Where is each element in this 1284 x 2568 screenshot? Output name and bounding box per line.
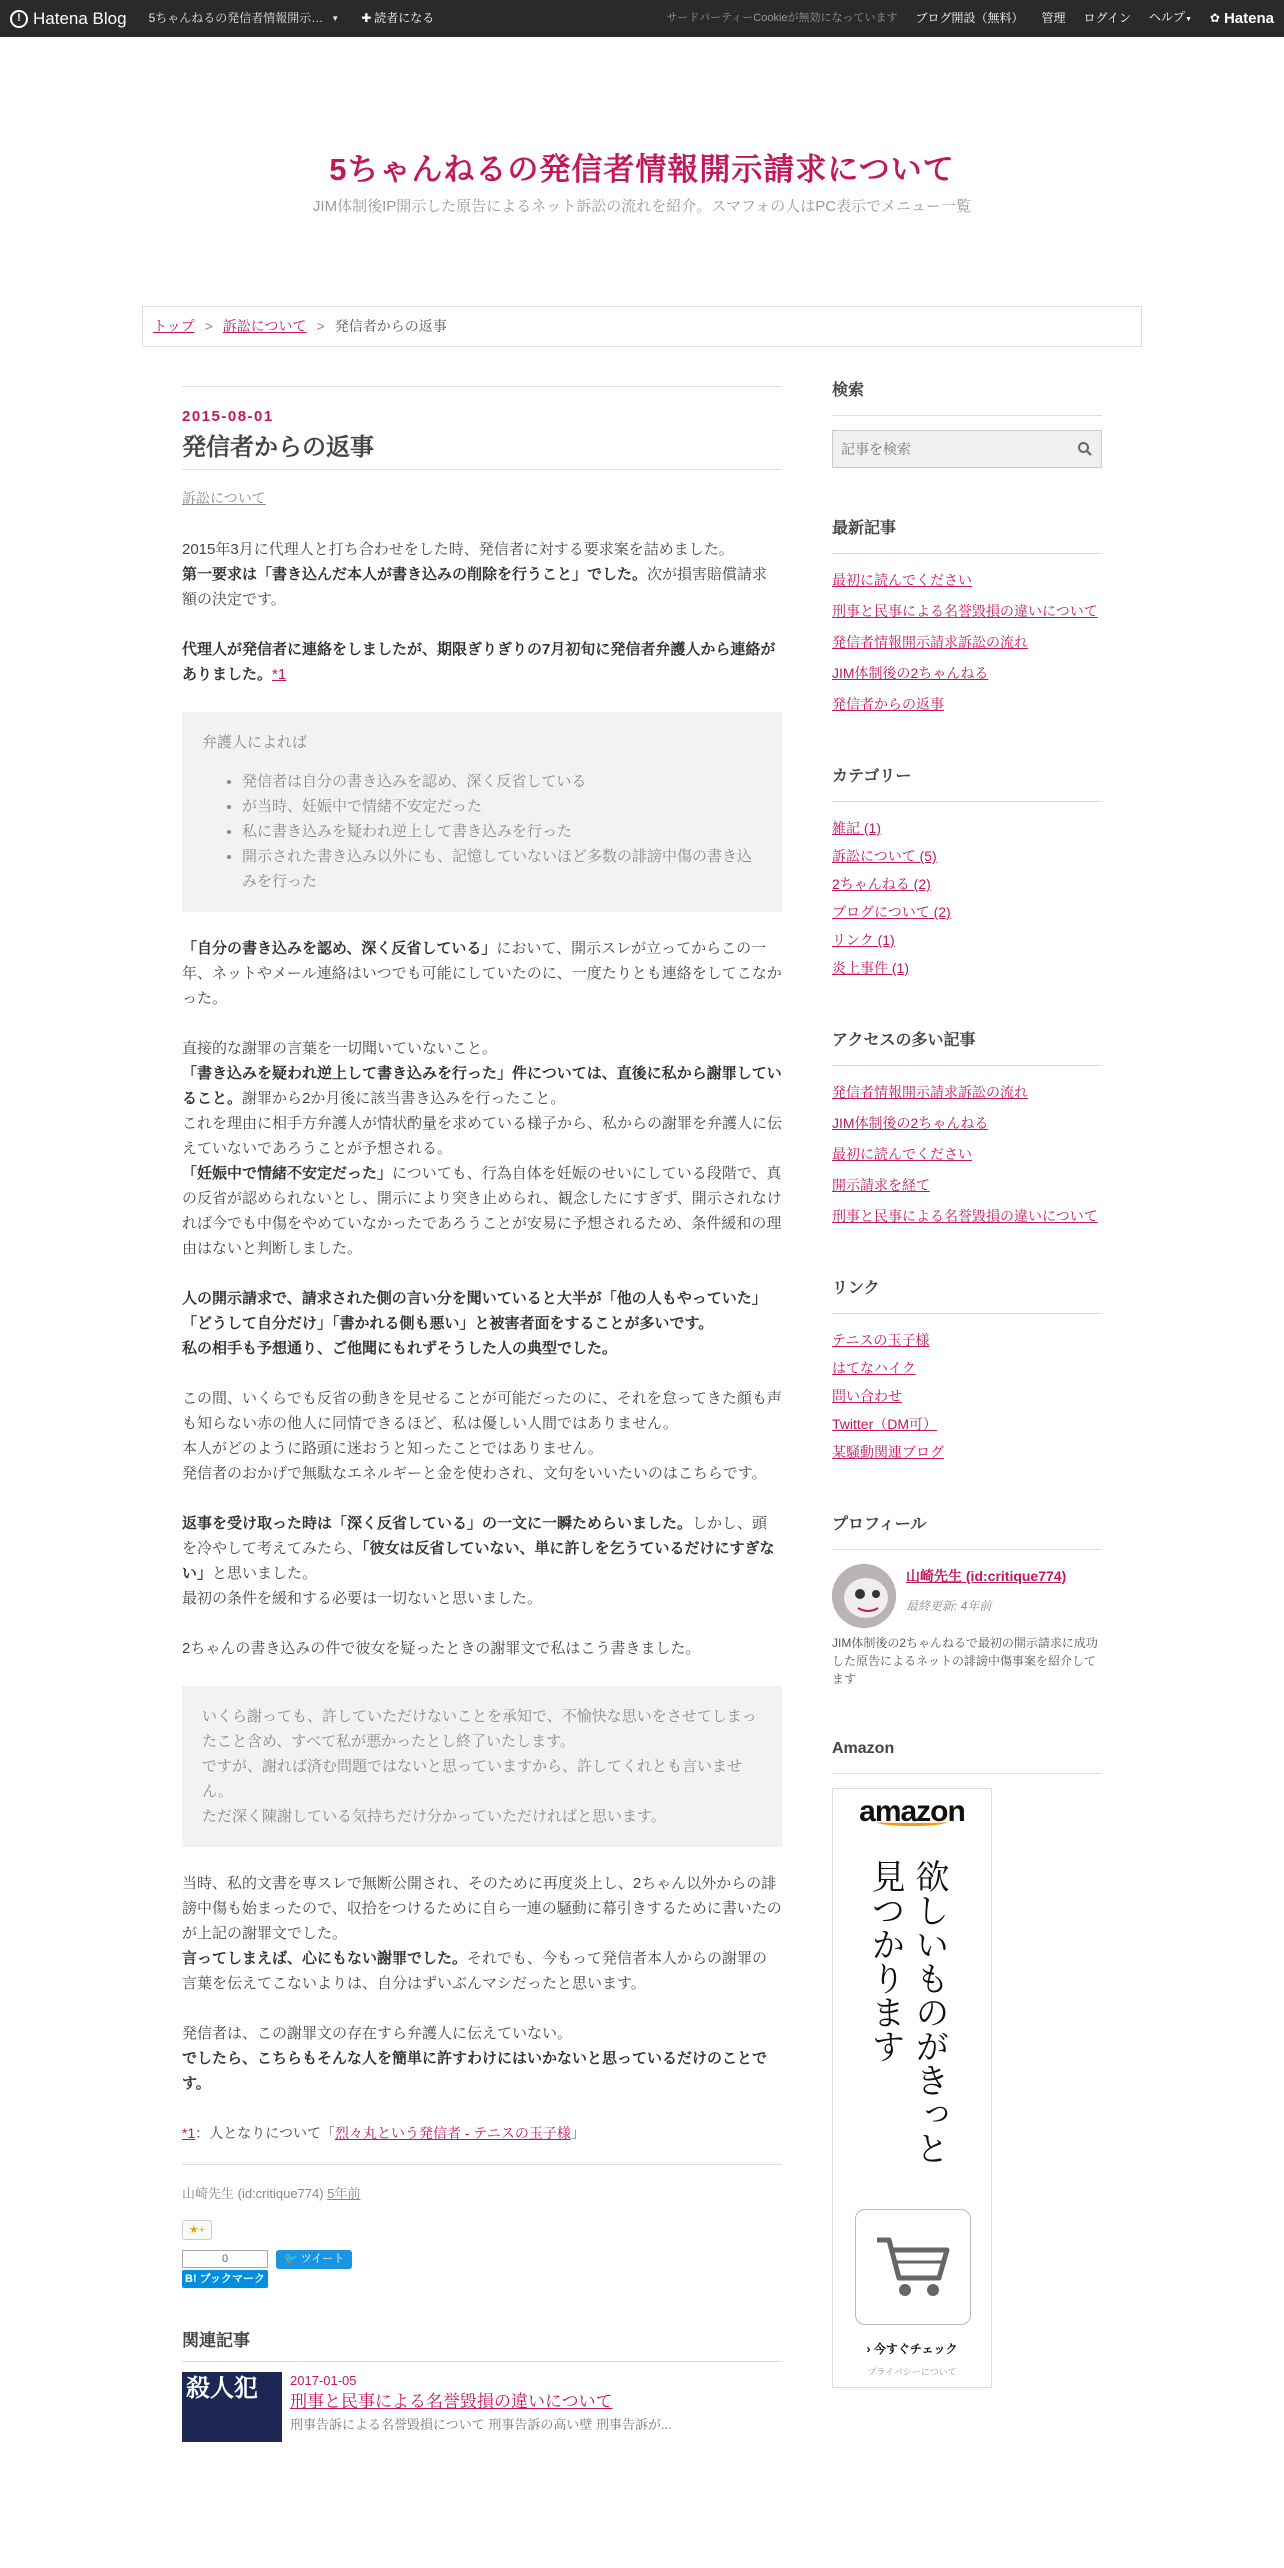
bold-text: 「彼女は反省していない、単に許しを乞うているだけにすぎない」 (182, 1540, 775, 1582)
breadcrumb-separator: > (204, 318, 213, 334)
recent-link[interactable]: 発信者からの返事 (832, 696, 944, 712)
list-item (832, 928, 1102, 952)
bold-text: 「書き込みを疑われ逆上して書き込みを行った」件については、直後に私から謝罪していること。 (182, 1065, 782, 1107)
profile (832, 1564, 1102, 1628)
blog-title[interactable]: 5ちゃんねるの発信者情報開示請求について (329, 152, 955, 187)
text: 発信者のおかげで無駄なエネルギーと金を使わされ、文句をいいたいのはこちらです。 (182, 1465, 767, 1482)
recent-link[interactable]: JIM体制後の2ちゃんねる (832, 665, 989, 681)
blockquote (182, 712, 782, 912)
popular-link[interactable]: 最初に読んでください (832, 1146, 972, 1162)
recent-link[interactable]: 最初に読んでください (832, 572, 972, 588)
text: と思いました。 (212, 1565, 318, 1582)
list-item (832, 630, 1102, 654)
footnote (182, 2121, 782, 2165)
bold-text: でしたら、こちらもそんな人を簡単に許すわけにはいかないと思っているだけのことです。 (182, 2050, 768, 2092)
list-item (832, 1142, 1102, 1166)
tweet-label: ツイート (300, 2253, 345, 2265)
profile-updated: 最終更新: 4年前 (906, 1599, 992, 1613)
external-link[interactable]: 問い合わせ (832, 1388, 902, 1404)
hatena-mark-icon: ✿ (1209, 11, 1220, 25)
quote-list (202, 769, 762, 894)
amazon-check-label: 今すぐチェック (873, 2342, 958, 2356)
paragraph: 2ちゃんの書き込みの件で彼女を疑ったときの謝罪文で私はこう書きました。 (182, 1640, 701, 1657)
profile-module (832, 1512, 1102, 1688)
caret-down-icon: ▼ (1184, 16, 1192, 23)
popular-link[interactable]: 開示請求を経て (832, 1177, 930, 1193)
hatena-blog-logo[interactable] (10, 6, 127, 31)
subscribe-label: 読者になる (374, 11, 435, 25)
recent-link[interactable]: 刑事と民事による名誉毀損の違いについて (832, 603, 1098, 619)
blog-header (0, 37, 1284, 342)
footnote-link[interactable]: 烈々丸という発信者 - テニスの玉子様 (334, 2125, 571, 2141)
text: 次が損害賠償請求額の決定です。 (182, 566, 768, 608)
popular-list (832, 1080, 1102, 1228)
external-link[interactable]: はてなハイク (832, 1360, 916, 1376)
quote-line: ですが、謝れば済む問題ではないと思っていますから、許してくれとも言いません。 (202, 1758, 743, 1800)
login-link[interactable]: ログイン (1083, 11, 1131, 25)
text: しかし、頭を冷やして考えてみたら、 (182, 1515, 768, 1557)
text: 発信者は、この謝罪文の存在すら弁護人に伝えていない。 (182, 2025, 573, 2042)
paragraph (182, 1511, 782, 1611)
paragraph (182, 637, 782, 687)
list-item (832, 1204, 1102, 1228)
text: 謝罪から2か月後に該当書き込みを行ったこと。 (242, 1090, 566, 1107)
paragraph (182, 1386, 782, 1486)
cart-icon (873, 2232, 953, 2302)
bold-text: 人の開示請求で、請求された側の言い分を聞いていると大半が「他の人もやっていた」「どうして自分だけ」「書かれる側も悪い」と被害者面をすることが多いです。 (182, 1290, 767, 1332)
add-star-button[interactable]: ★+ (182, 2220, 212, 2240)
quote-line: いくら謝っても、許していただけないことを承知で、不愉快な思いをさせてしまったこと含め、すべて私が悪かったとし終了いたします。 (202, 1708, 757, 1750)
popular-title: アクセスの多い記事 (832, 1028, 1102, 1066)
related-snippet: 刑事告訴による名誉毀損について 刑事告訴の高い壁 刑事告訴が... (290, 2417, 672, 2432)
avatar-illustration-icon (832, 1564, 896, 1628)
list-item (832, 1111, 1102, 1135)
text: 当時、私的文書を専スレで無断公開され、そのために再度炎上し、2ちゃん以外からの誹謗中傷も始まったので、収拾をつけるために自ら一連の騒動に幕引きするために書いたのが上記の謝罪文でした。 (182, 1875, 782, 1942)
help-label: ヘルプ (1148, 10, 1185, 24)
hatena-logo-icon: ! (10, 10, 28, 28)
list-item (832, 568, 1102, 592)
list-item (832, 1328, 1102, 1352)
list-item (832, 1384, 1102, 1408)
paragraph (182, 1286, 782, 1361)
list-item (832, 816, 1102, 840)
entry-category (182, 486, 782, 511)
popular-link[interactable]: 発信者情報開示請求訴訟の流れ (832, 1084, 1028, 1100)
amazon-ad-banner[interactable] (832, 1788, 992, 2388)
category-link[interactable]: 雑記 (1) (832, 820, 881, 836)
links-list (832, 1328, 1102, 1464)
bold-text: 代理人が発信者に連絡をしましたが、期限ぎりぎりの7月初旬に発信者弁護人から連絡がありました。 (182, 641, 776, 683)
list-item: • 私に書き込みを疑われ逆上して書き込みを行った (242, 819, 762, 844)
blog-name-label: 5ちゃんねるの発信者情報開示… (148, 11, 324, 25)
entry-content (182, 537, 782, 2096)
recent-entries-module (832, 516, 1102, 716)
entry-footer (182, 2181, 782, 2206)
cookie-notice: サードパーティーCookieが無効になっています (666, 12, 898, 24)
text: それでも、今もって発信者本人からの謝罪の言葉を伝えてこないよりは、自分はずいぶんマシだったと思います。 (182, 1950, 768, 1992)
breadcrumb (142, 306, 1142, 347)
list-item: • 発信者は自分の書き込みを認め、深く反省している (242, 769, 762, 794)
recent-list (832, 568, 1102, 716)
category-link[interactable]: 炎上事件 (1) (832, 960, 909, 976)
social-buttons (182, 2250, 782, 2288)
related-title: 関連記事 (182, 2328, 782, 2362)
bold-text: 「妊娠中で情緒不安定だった」 (182, 1165, 393, 1182)
list-item (832, 872, 1102, 896)
breadcrumb-top-link[interactable]: トップ (153, 318, 195, 334)
category-list (832, 816, 1102, 980)
amazon-check-link[interactable]: › 今すぐチェック (866, 2342, 958, 2356)
search-module (832, 378, 1102, 468)
list-item (832, 1080, 1102, 1104)
category-link[interactable]: リンク (1) (832, 932, 895, 948)
related-link[interactable]: 刑事と民事による名誉毀損の違いについて (290, 2392, 613, 2411)
profile-description: JIM体制後の2ちゃんねるで最初の開示請求に成功した原告によるネットの誹謗中傷事案を紹介してます (832, 1636, 1098, 1686)
list-item (832, 1412, 1102, 1436)
footnote-ref[interactable]: *1 (272, 666, 287, 683)
list-item (832, 844, 1102, 868)
profile-title: プロフィール (832, 1512, 1102, 1550)
profile-name-link[interactable]: 山崎先生 (id:critique774) (906, 1568, 1067, 1584)
amazon-copy: 欲しいものがきっと見つかります (866, 1859, 948, 2165)
global-header (0, 0, 1284, 37)
blog-name-menu[interactable] (149, 6, 340, 31)
footnote-anchor[interactable]: *1 (182, 2125, 196, 2141)
search-title: 検索 (832, 378, 1102, 416)
blockquote (182, 1686, 782, 1847)
recent-link[interactable]: 発信者情報開示請求訴訟の流れ (832, 634, 1028, 650)
text: 2015年3月に代理人と打ち合わせをした時、発信者に対する要求案を詰めました。 (182, 541, 734, 558)
bookmark-count[interactable]: 0 (182, 2250, 268, 2268)
bold-text: 「自分の書き込みを認め、深く反省している」 (182, 940, 497, 957)
search-input[interactable] (832, 430, 1102, 468)
list-item (832, 1440, 1102, 1464)
bold-text: 言ってしまえば、心にもない謝罪でした。 (182, 1950, 468, 1967)
entry-title[interactable]: 発信者からの返事 (182, 435, 782, 470)
list-item: • が当時、妊娠中で情緒不安定だった (242, 794, 762, 819)
amazon-module (832, 1736, 1102, 2388)
bookmark-button[interactable]: B! ブックマーク (182, 2270, 268, 2288)
list-item (832, 1356, 1102, 1380)
amazon-title: Amazon (832, 1736, 1102, 1774)
quote-heading: 弁護人によれば (202, 734, 308, 751)
sidebar (832, 378, 1102, 2436)
help-menu[interactable] (1149, 5, 1192, 32)
category-link[interactable]: 訴訟について (5) (832, 848, 937, 864)
paragraph (182, 2021, 782, 2096)
list-item (832, 900, 1102, 924)
plus-icon: ✚ (361, 11, 372, 25)
hatena-link[interactable] (1210, 6, 1274, 31)
popular-link[interactable]: JIM体制後の2ちゃんねる (832, 1115, 989, 1131)
external-link[interactable]: テニスの玉子様 (832, 1332, 930, 1348)
paragraph (182, 1036, 782, 1261)
footnote-text: ：人となりについて「 (195, 2125, 335, 2141)
paragraph (182, 537, 782, 612)
entry (182, 386, 782, 2442)
bold-text: 返事を受け取った時は「深く反省している」の一文に一瞬ためらいました。 (182, 1515, 693, 1532)
bold-text: 第一要求は「書き込んだ本人が書き込みの削除を行うこと」でした。 (182, 566, 648, 583)
list-item (832, 1173, 1102, 1197)
text: これを理由に相手方弁護人が情状酌量を求めている様子から、私からの謝罪を弁護人に伝えていないであろうことが予想される。 (182, 1115, 783, 1157)
list-item (832, 661, 1102, 685)
cart-icon-box (855, 2209, 971, 2325)
search-icon[interactable] (1077, 441, 1093, 457)
bold-text: 私の相手も予想通り、ご他聞にもれずそうした人の典型でした。 (182, 1340, 618, 1357)
breadcrumb-current: 発信者からの返事 (334, 318, 447, 334)
avatar[interactable] (832, 1564, 896, 1628)
caret-down-icon: ▼ (331, 14, 340, 23)
category-title: カテゴリー (832, 764, 1102, 802)
hatena-bookmark (182, 2250, 268, 2288)
amazon-logo: amazon (859, 1795, 965, 1828)
text: 本人がどのように路頭に迷おうと知ったことではありません。 (182, 1440, 603, 1457)
open-blog-link[interactable]: ブログ開設（無料） (915, 11, 1024, 25)
text: この間、いくらでも反省の動きを見せることが可能だったのに、それを怠ってきた顔も声も知らない赤の他人に同情できるほど、私は優しい人間ではありません。 (182, 1390, 782, 1432)
related-thumbnail[interactable] (182, 2372, 282, 2442)
thumbnail-text: 殺人犯 (186, 2375, 258, 2402)
quote-line: ただ深く陳謝している気持ちだけ分かっていただければと思います。 (202, 1808, 666, 1825)
paragraph (182, 936, 782, 1011)
list-item (832, 692, 1102, 716)
popular-module (832, 1028, 1102, 1228)
blog-description: JIM体制後IP開示した原告によるネット訴訟の流れを紹介。スマフォの人はPC表示でメニュー一覧 (312, 198, 972, 215)
paragraph (182, 1871, 782, 1996)
category-module (832, 764, 1102, 980)
permalink-ago[interactable]: 5年前 (327, 2186, 361, 2201)
search-placeholder: 記事を検索 (841, 440, 911, 457)
external-link[interactable]: Twitter（DM可） (832, 1416, 937, 1432)
amazon-privacy[interactable]: プライバシーについて (867, 2367, 957, 2377)
entry-date[interactable]: 2015-08-01 (182, 386, 782, 429)
subscribe-button[interactable] (361, 6, 434, 31)
twitter-icon: 🐦 (284, 2253, 298, 2265)
related-date: 2017-01-05 (290, 2373, 357, 2388)
recent-title: 最新記事 (832, 516, 1102, 554)
popular-link[interactable]: 刑事と民事による名誉毀損の違いについて (832, 1208, 1098, 1224)
global-header-right (666, 5, 1274, 32)
links-title: リンク (832, 1276, 1102, 1314)
tweet-button[interactable] (276, 2250, 352, 2269)
list-item (832, 956, 1102, 980)
hatena-label: Hatena (1223, 10, 1274, 27)
category-link[interactable]: 2ちゃんねる (2) (832, 876, 931, 892)
breadcrumb-category-link[interactable]: 訴訟について (222, 318, 307, 334)
profile-body (906, 1564, 1066, 1628)
text: において、開示スレが立ってからこの一年、ネットやメール連絡はいつでも可能にしていたのに、一度たりとも連絡をしてこなかった。 (182, 940, 782, 1007)
footnote-text: 」 (570, 2125, 585, 2141)
list-item: • 開示された書き込み以外にも、記憶していないほど多数の誹謗中傷の書き込みを行った (242, 844, 762, 894)
related-body (290, 2372, 672, 2442)
hatena-blog-label: Hatena Blog (33, 9, 127, 28)
text: 直接的な謝罪の言葉を一切聞いていないこと。 (182, 1040, 498, 1057)
breadcrumb-separator: > (316, 318, 325, 334)
links-module (832, 1276, 1102, 1464)
author[interactable]: 山崎先生 (id:critique774) (182, 2186, 324, 2201)
related-item[interactable] (182, 2372, 782, 2442)
text: 最初の条件を緩和する必要は一切ないと思いました。 (182, 1590, 543, 1607)
list-item (832, 599, 1102, 623)
category-link[interactable]: ブログについて (2) (832, 904, 951, 920)
text: についても、行為自体を妊娠のせいにしている段階で、真の反省が認められないとし、開示により突き止められ、観念したにすぎず、開示されなければ今でも中傷をやめていなかったであろうことが安易に予想されるため、条件緩和の理由はないと判断しました。 (182, 1165, 782, 1257)
entry-category-link[interactable]: 訴訟について (182, 490, 266, 506)
admin-link[interactable]: 管理 (1041, 11, 1066, 25)
external-link[interactable]: 某騒動関連ブログ (832, 1444, 944, 1460)
